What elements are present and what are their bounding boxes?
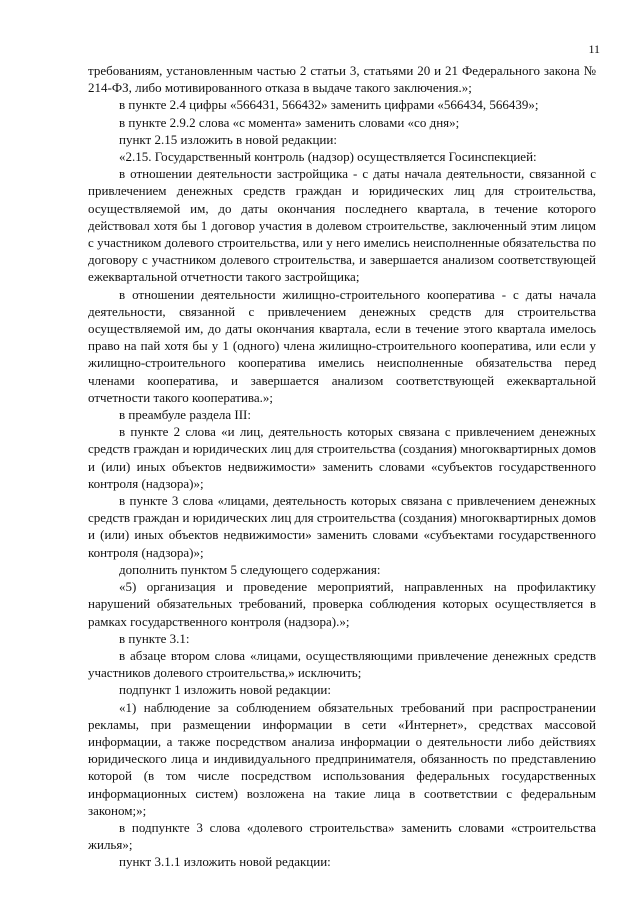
paragraph: «5) организация и проведение мероприятий, направленных на профилактику нарушений обязательных требований, проверка соблюдения которых осуществляется в рамках государственного контроля (надзора).»; xyxy=(88,579,596,629)
paragraph: в пункте 2.4 цифры «566431, 566432» заменить цифрами «566434, 566439»; xyxy=(119,97,539,113)
paragraph: «2.15. Государственный контроль (надзор) осуществляется Госинспекцией: xyxy=(119,149,537,165)
page-number: 11 xyxy=(588,42,600,56)
paragraph: в пункте 3 слова «лицами, деятельность которых связана с привлечением денежных средств граждан и юридических лиц для строительства (создания) многоквартирных домов и (или) иных объектов недвижимости» заменить словами «субъектами государственного контроля (надзора)»; xyxy=(88,493,596,560)
paragraph: требованиям, установленным частью 2 статьи 3, статьями 20 и 21 Федерального закона № 214-ФЗ, либо мотивированного отказа в выдаче такого заключения.»; xyxy=(88,63,596,96)
paragraph: в пункте 2 слова «и лиц, деятельность которых связана с привлечением денежных средств граждан и юридических лиц для строительства (создания) многоквартирных домов и (или) иных объектов недвижимости» заменить словами «субъектов государственного контроля (надзора)»; xyxy=(88,424,596,491)
paragraph: пункт 3.1.1 изложить новой редакции: xyxy=(119,854,331,870)
paragraph: пункт 2.15 изложить в новой редакции: xyxy=(119,131,337,147)
paragraph: в отношении деятельности застройщика - с даты начала деятельности, связанной с привлечением денежных средств граждан и юридических лиц для строительства, осуществляемой им, до даты окончания последнего квартала, в течение которого действовал хотя бы 1 договор участия в долевом строительстве, заключенный этим лицом с участником долевого строительства, или у него имелись неисполненные обязательства по договору с участником долевого строительства, и завершается анализом соответствующей ежеквартальной отчетности такого застройщика; xyxy=(88,166,596,285)
paragraph: подпункт 1 изложить новой редакции: xyxy=(119,682,331,698)
paragraph: в пункте 3.1: xyxy=(119,630,190,646)
paragraph: в подпункте 3 слова «долевого строительства» заменить словами «строительства жилья»; xyxy=(88,819,596,853)
paragraph: в преамбуле раздела III: xyxy=(119,407,251,423)
paragraph: в пункте 2.9.2 слова «с момента» заменить словами «со дня»; xyxy=(119,114,460,130)
paragraph: в отношении деятельности жилищно-строительного кооператива - с даты начала деятельности, связанной с привлечением денежных средств для строительства осуществляемой им, до даты окончания квартала, если в течение этого квартала имелось право на пай хотя бы у 1 (одного) члена жилищно-строительного кооператива, или если у жилищно-строительного кооператива имелись неисполненные обязательства перед членами кооператива, и завершается анализом соответствующей ежеквартальной отчетности такого кооператива.»; xyxy=(88,286,596,405)
paragraph: «1) наблюдение за соблюдением обязательных требований при распространении рекламы, при размещении информации в сети «Интернет», средствах массовой информации, а также посредством анализа информации о деятельности либо действиях юридического лица и индивидуального предпринимателя, обязанность по представлению которой (в том числе посредством использования федеральных государственных информационных систем) возложена на такие лица в соответствии с федеральным законом;»; xyxy=(88,699,596,818)
paragraph: в абзаце втором слова «лицами, осуществляющими привлечение денежных средств участников долевого строительства,» исключить; xyxy=(88,647,596,681)
document-body xyxy=(88,62,596,871)
paragraph: дополнить пунктом 5 следующего содержания: xyxy=(119,561,381,577)
